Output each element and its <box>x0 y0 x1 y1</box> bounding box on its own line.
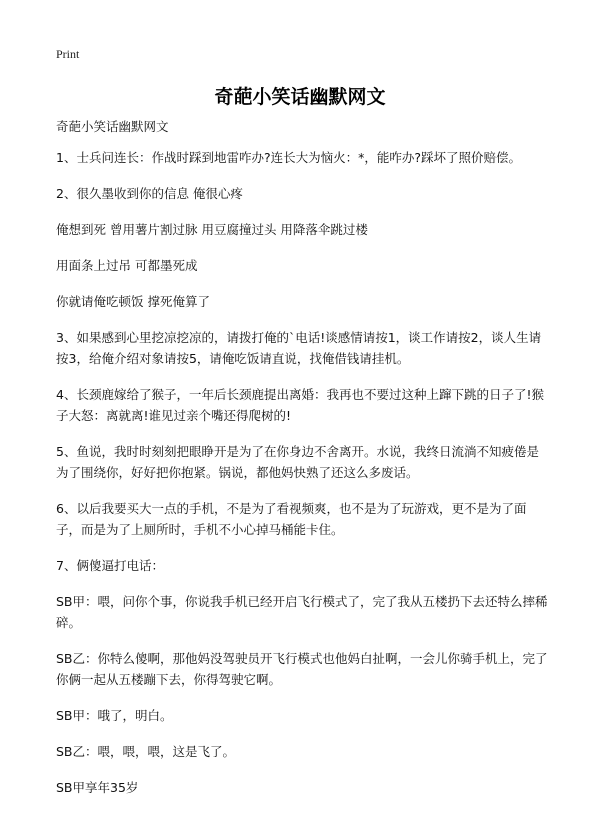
dialogue-line: SB甲：喂，问你个事，你说我手机已经开启飞行模式了，完了我从五楼扔下去还特么摔稀碎。 <box>56 594 548 630</box>
joke-paragraph: 7、俩傻逼打电话： <box>56 558 164 573</box>
dialogue-line: SB甲：哦了，明白。 <box>56 708 173 723</box>
article-body <box>56 116 550 813</box>
joke-paragraph: 4、长颈鹿嫁给了猴子，一年后长颈鹿提出离婚：我再也不要过这种上蹿下跳的日子了!猴子大怒：离就离!谁见过亲个嘴还得爬树的! <box>56 387 544 423</box>
joke-paragraph: 6、以后我要买大一点的手机，不是为了看视频爽，也不是为了玩游戏，更不是为了面子，而是为了上厕所时，手机不小心掉马桶能卡住。 <box>56 501 527 537</box>
dialogue-line: SB乙：你特么傻啊，那他妈没驾驶员开飞行模式也他妈白扯啊，一会儿你骑手机上，完了你俩一起从五楼蹦下去，你得驾驶它啊。 <box>56 651 548 687</box>
joke-paragraph: 2、很久墨收到你的信息 俺很心疼 <box>56 186 243 201</box>
dialogue-line: SB乙：喂，喂，喂，这是飞了。 <box>56 744 236 759</box>
article-subtitle: 奇葩小笑话幽默网文 <box>56 119 169 134</box>
joke-paragraph: 3、如果感到心里挖凉挖凉的，请拨打俺的`电话!谈感情请按1，谈工作请按2，谈人生请按3，给俺介绍对象请按5，请俺吃饭请直说，找俺借钱请挂机。 <box>56 330 542 366</box>
joke-paragraph: 5、鱼说，我时时刻刻把眼睁开是为了在你身边不舍离开。水说，我终日流淌不知疲倦是为了围绕你，好好把你抱紧。锅说，都他妈快熟了还这么多废话。 <box>56 444 539 480</box>
joke-paragraph: 你就请俺吃顿饭 撑死俺算了 <box>56 294 210 309</box>
joke-paragraph: 1、士兵问连长：作战时踩到地雷咋办?连长大为恼火：*，能咋办?踩坏了照价赔偿。 <box>56 150 521 165</box>
dialogue-line: SB甲享年35岁 <box>56 780 139 795</box>
page-title: 奇葩小笑话幽默网文 <box>214 86 386 108</box>
print-link[interactable]: Print <box>56 47 80 61</box>
joke-paragraph: 用面条上过吊 可都墨死成 <box>56 258 198 273</box>
joke-paragraph: 俺想到死 曾用薯片割过脉 用豆腐撞过头 用降落伞跳过楼 <box>56 222 368 237</box>
